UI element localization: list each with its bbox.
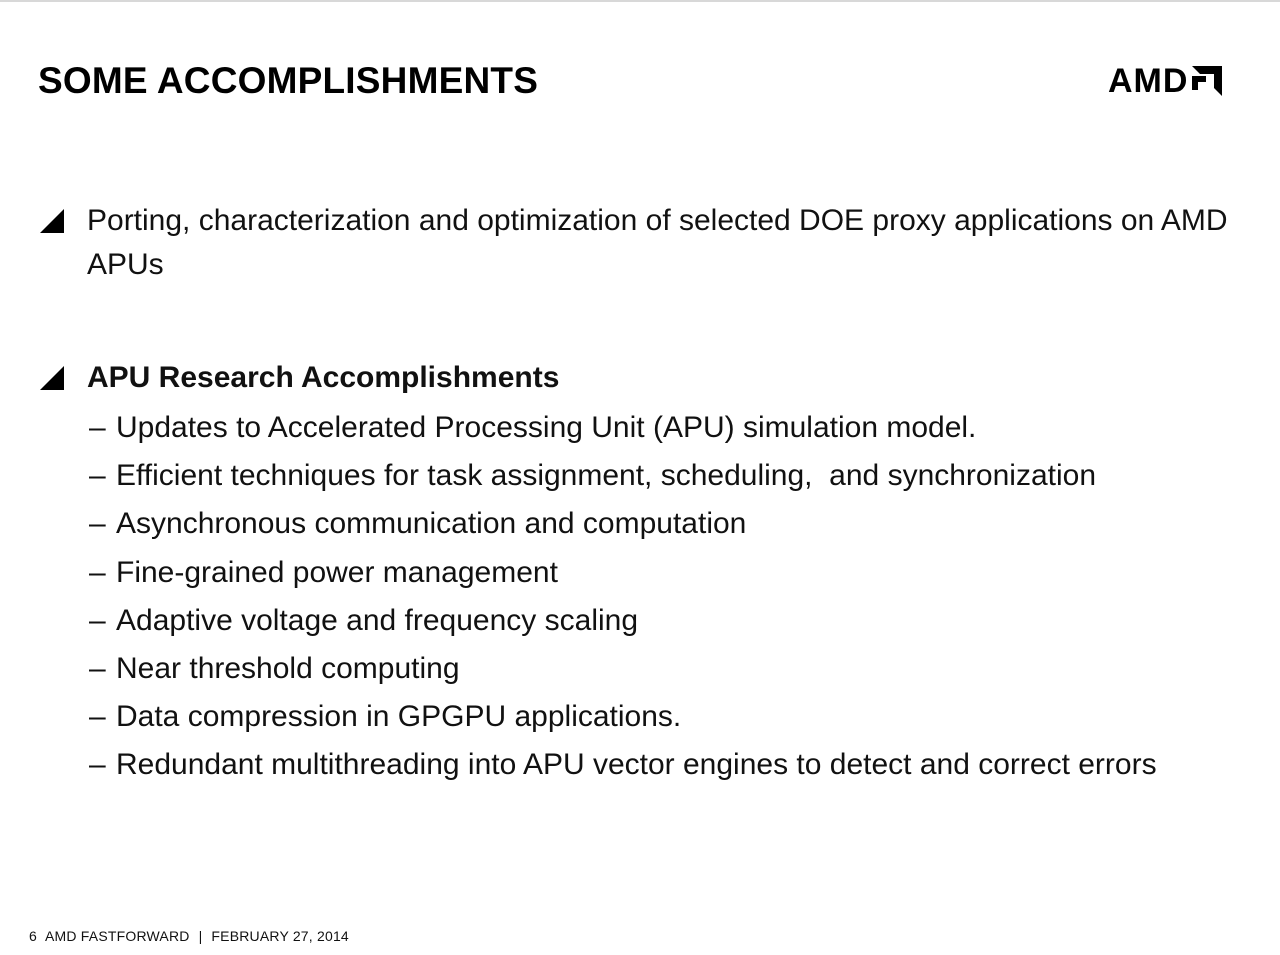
- bullet-heading: APU Research Accomplishments: [87, 361, 560, 394]
- triangle-bullet-icon: [40, 366, 66, 392]
- list-item: – Adaptive voltage and frequency scaling: [89, 603, 639, 637]
- list-item: – Efficient techniques for task assignment, scheduling, and synchronization: [89, 459, 1097, 493]
- apu-subitem-list: [89, 404, 1157, 790]
- list-item: – Fine-grained power management: [89, 555, 558, 589]
- list-item: – Redundant multithreading into APU vector engines to detect and correct errors: [89, 748, 1157, 782]
- triangle-bullet-icon: [40, 209, 66, 235]
- amd-arrow-icon: [1190, 66, 1222, 96]
- footer-date: FEBRUARY 27, 2014: [211, 928, 349, 944]
- list-item: – Data compression in GPGPU applications.: [89, 700, 682, 734]
- slide-title: SOME ACCOMPLISHMENTS: [38, 60, 539, 101]
- page-number: 6: [29, 928, 37, 944]
- list-item: – Asynchronous communication and computation: [89, 507, 747, 541]
- footer-separator: |: [198, 928, 203, 944]
- top-divider: [0, 0, 1280, 2]
- logo-text: AMD: [1108, 62, 1189, 100]
- list-item: – Near threshold computing: [89, 652, 460, 686]
- bullet-apu-research: [40, 356, 1260, 404]
- list-item: – Updates to Accelerated Processing Unit (APU) simulation model.: [89, 411, 977, 444]
- bullet-text: Porting, characterization and optimization of selected DOE proxy applications on AMD APUs: [87, 204, 1228, 281]
- footer-event: AMD FASTFORWARD: [45, 928, 190, 944]
- amd-logo: [1108, 64, 1222, 98]
- bullet-porting: [40, 199, 1260, 295]
- slide-footer: [29, 928, 349, 944]
